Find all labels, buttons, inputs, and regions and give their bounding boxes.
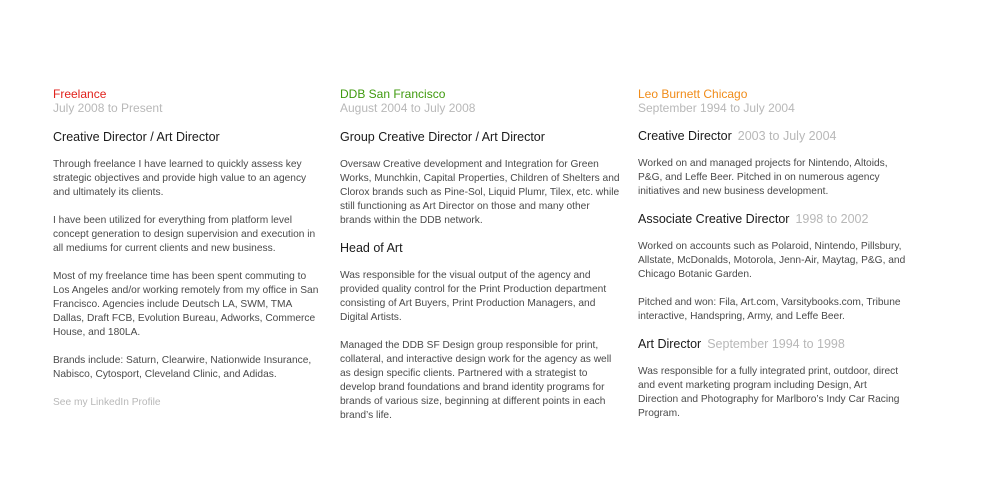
description-paragraph: Was responsible for a fully integrated print, outdoor, direct and event marketing program including Design, Art Direction and Photography for Marlboro’s Indy Car Racing Program. [638, 366, 900, 419]
description-paragraph: Was responsible for the visual output of the agency and provided quality control for the Print Production department consisting of Art Buyers, Print Production Managers, and Digital Artists. [340, 270, 607, 323]
role-title: Creative Director [638, 129, 732, 143]
job-column-leo-burnett [638, 87, 908, 421]
description-paragraph: Most of my freelance time has been spent commuting to Los Angeles and/or working remotely from my office in San Francisco. Agencies include Deutsch LA, SWM, TMA Dallas, Draft FCB, Evolution Bureau, Adworks, Commerce House, and 180LA. [53, 271, 319, 338]
job-column-ddb [340, 87, 620, 423]
role-title: Group Creative Director / Art Director [340, 130, 545, 144]
company-name: DDB San Francisco [340, 87, 446, 101]
description-paragraph: Pitched and won: Fila, Art.com, Varsitybooks.com, Tribune interactive, Handspring, Army, and Leffe Beer. [638, 297, 901, 322]
description-paragraph: Through freelance I have learned to quickly assess key strategic objectives and provide high value to an agency and ultimately its clients. [53, 159, 307, 198]
role-dates: September 1994 to 1998 [707, 337, 845, 351]
role-title: Creative Director / Art Director [53, 130, 220, 144]
company-dates: August 2004 to July 2008 [340, 101, 476, 115]
description-paragraph: Worked on accounts such as Polaroid, Nintendo, Pillsbury, Allstate, McDonalds, Motorola, Jenn-Air, Maytag, P&G, and Chicago Botanic Garden. [638, 241, 906, 280]
role-dates: 1998 to 2002 [795, 212, 869, 226]
role-title: Associate Creative Director [638, 212, 790, 226]
role-heading [638, 337, 908, 352]
description-paragraph: Managed the DDB SF Design group responsible for print, collateral, and interactive design work for the agency as well as design specific clients. Partnered with a strategist to develop brand foundations and brand identity programs for brands of various size, beginning at different points in each brand’s life. [340, 340, 612, 421]
role-dates: 2003 to July 2004 [737, 129, 837, 143]
description-paragraph: I have been utilized for everything from platform level concept generation to design supervision and execution in all mediums for current clients and new business. [53, 215, 316, 254]
role-heading [638, 212, 908, 227]
company-dates: September 1994 to July 2004 [638, 101, 795, 115]
description-paragraph: Brands include: Saturn, Clearwire, Nationwide Insurance, Nabisco, Cytosport, Cleveland Clinic, and Adidas. [53, 355, 312, 380]
role-title: Head of Art [340, 241, 403, 255]
company-name: Leo Burnett Chicago [638, 87, 748, 101]
linkedin-profile-link[interactable]: See my LinkedIn Profile [53, 397, 161, 408]
description-paragraph: Oversaw Creative development and Integration for Green Works, Munchkin, Capital Properties, Children of Shelters and Clorox brands such as Pine-Sol, Liquid Plumr, Tilex, etc. while still functioning as Art Director on those and many other brands within the DDB network. [340, 159, 620, 226]
description-paragraph: Worked on and managed projects for Nintendo, Altoids, P&G, and Leffe Beer. Pitched in on numerous agency initiatives and new business development. [638, 158, 888, 197]
company-dates: July 2008 to Present [53, 101, 163, 115]
role-title: Art Director [638, 337, 702, 351]
job-column-freelance [53, 87, 323, 410]
role-heading [638, 129, 908, 144]
company-name: Freelance [53, 87, 107, 101]
